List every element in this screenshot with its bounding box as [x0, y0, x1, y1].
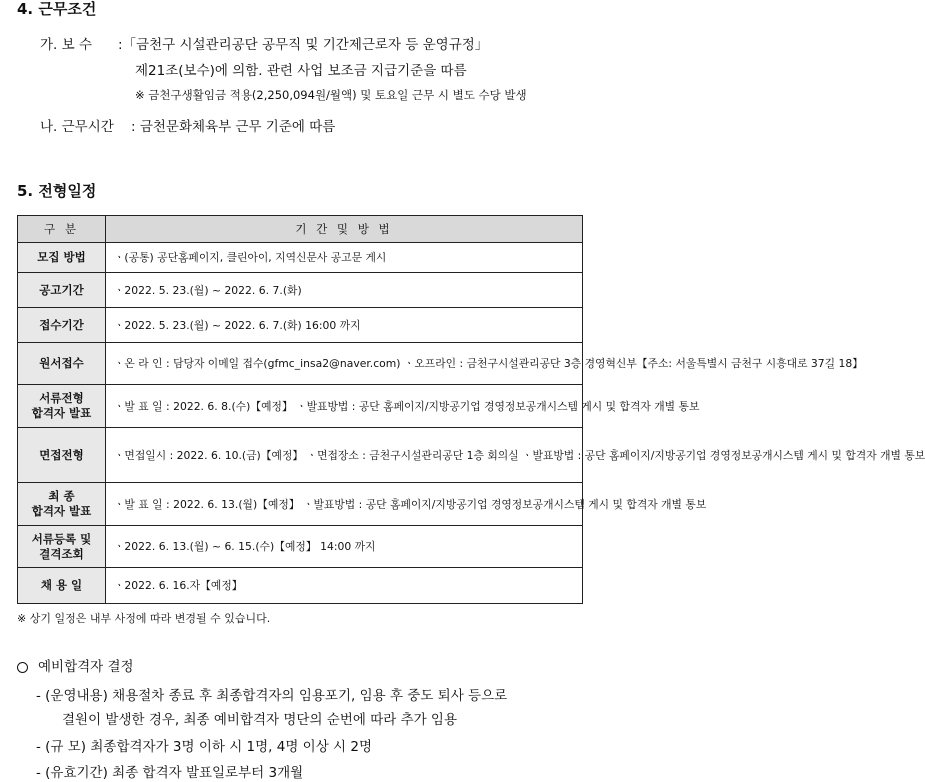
row-content: ㆍ발 표 일 : 2022. 6. 13.(월)【예정】 ㆍ발표방법 : 공단 홈페이지/지방공기업 경영정보공개시스템 게시 및 합격자 개별 통보 [106, 483, 583, 526]
table-row [18, 308, 583, 343]
row-label: 접수기간 [18, 308, 106, 343]
pay-line-1: :「금천구 시설관리공단 공무직 및 기간제근로자 등 운영규정」 [118, 37, 489, 53]
table-row [18, 273, 583, 308]
section-4-title: 4. 근무조건 [17, 0, 97, 18]
reserve-item: 결원이 발생한 경우, 최종 예비합격자 명단의 순번에 따라 추가 임용 [62, 712, 458, 728]
reserve-item: - (운영내용) 채용절차 종료 후 최종합격자의 임용포기, 임용 후 중도 퇴사 등으로 [36, 688, 508, 704]
row-content: ㆍ면접일시 : 2022. 6. 10.(금)【예정】 ㆍ면접장소 : 금천구시설관리공단 1층 회의실 ㆍ발표방법 : 공단 홈페이지/지방공기업 경영정보공개시스템 게시 및 합격자 개별 통보 [106, 428, 583, 483]
table-row [18, 568, 583, 604]
reserve-title: 예비합격자 결정 [38, 659, 134, 675]
row-content: ㆍ2022. 6. 13.(월) ~ 6. 15.(수)【예정】 14:00 까지 [106, 526, 583, 568]
row-content: ㆍ(공통) 공단홈페이지, 클린아이, 지역신문사 공고문 게시 [106, 243, 583, 273]
reserve-item: - (규 모) 최종합격자가 3명 이하 시 1명, 4명 이상 시 2명 [36, 739, 372, 755]
table-row [18, 428, 583, 483]
reserve-item: - (유효기간) 최종 합격자 발표일로부터 3개월 [36, 765, 304, 781]
row-label: 원서접수 [18, 343, 106, 385]
table-note: ※ 상기 일정은 내부 사정에 따라 변경될 수 있습니다. [17, 612, 271, 625]
row-label: 모집 방법 [18, 243, 106, 273]
schedule-table [17, 215, 925, 604]
row-label: 서류등록 및 결격조회 [18, 526, 106, 568]
hours-text: : 금천문화체육부 근무 기준에 따름 [131, 119, 336, 135]
row-label: 면접전형 [18, 428, 106, 483]
row-content: ㆍ2022. 6. 16.자【예정】 [106, 568, 583, 604]
table-row [18, 526, 583, 568]
header-period-method: 기 간 및 방 법 [106, 216, 583, 243]
section-5-title: 5. 전형일정 [17, 182, 97, 200]
table-header-row [18, 216, 583, 243]
table-row [18, 483, 583, 526]
hours-label: 나. 근무시간 [40, 119, 114, 135]
row-content: ㆍ온 라 인 : 담당자 이메일 접수(gfmc_insa2@naver.com) ㆍ오프라인 : 금천구시설관리공단 3층 경영혁신부【주소: 서울특별시 금천구 시흥대로 37길 18】 [106, 343, 583, 385]
pay-line-2: 제21조(보수)에 의함. 관련 사업 보조금 지급기준을 따름 [135, 63, 467, 79]
row-label: 최 종 합격자 발표 [18, 483, 106, 526]
row-content: ㆍ발 표 일 : 2022. 6. 8.(수)【예정】 ㆍ발표방법 : 공단 홈페이지/지방공기업 경영정보공개시스템 게시 및 합격자 개별 통보 [106, 385, 583, 428]
header-category: 구 분 [18, 216, 106, 243]
row-content: ㆍ2022. 5. 23.(월) ~ 2022. 6. 7.(화) 16:00 까지 [106, 308, 583, 343]
table-row [18, 243, 583, 273]
row-content: ㆍ2022. 5. 23.(월) ~ 2022. 6. 7.(화) [106, 273, 583, 308]
row-label: 공고기간 [18, 273, 106, 308]
pay-label: 가. 보 수 [40, 37, 92, 53]
table-row [18, 343, 583, 385]
pay-note: ※ 금천구생활임금 적용(2,250,094원/월액) 및 토요일 근무 시 별도 수당 발생 [135, 88, 527, 102]
circle-bullet-icon [17, 662, 28, 673]
row-label: 서류전형 합격자 발표 [18, 385, 106, 428]
table-row [18, 385, 583, 428]
reserve-title-row [17, 655, 134, 675]
row-label: 채 용 일 [18, 568, 106, 604]
